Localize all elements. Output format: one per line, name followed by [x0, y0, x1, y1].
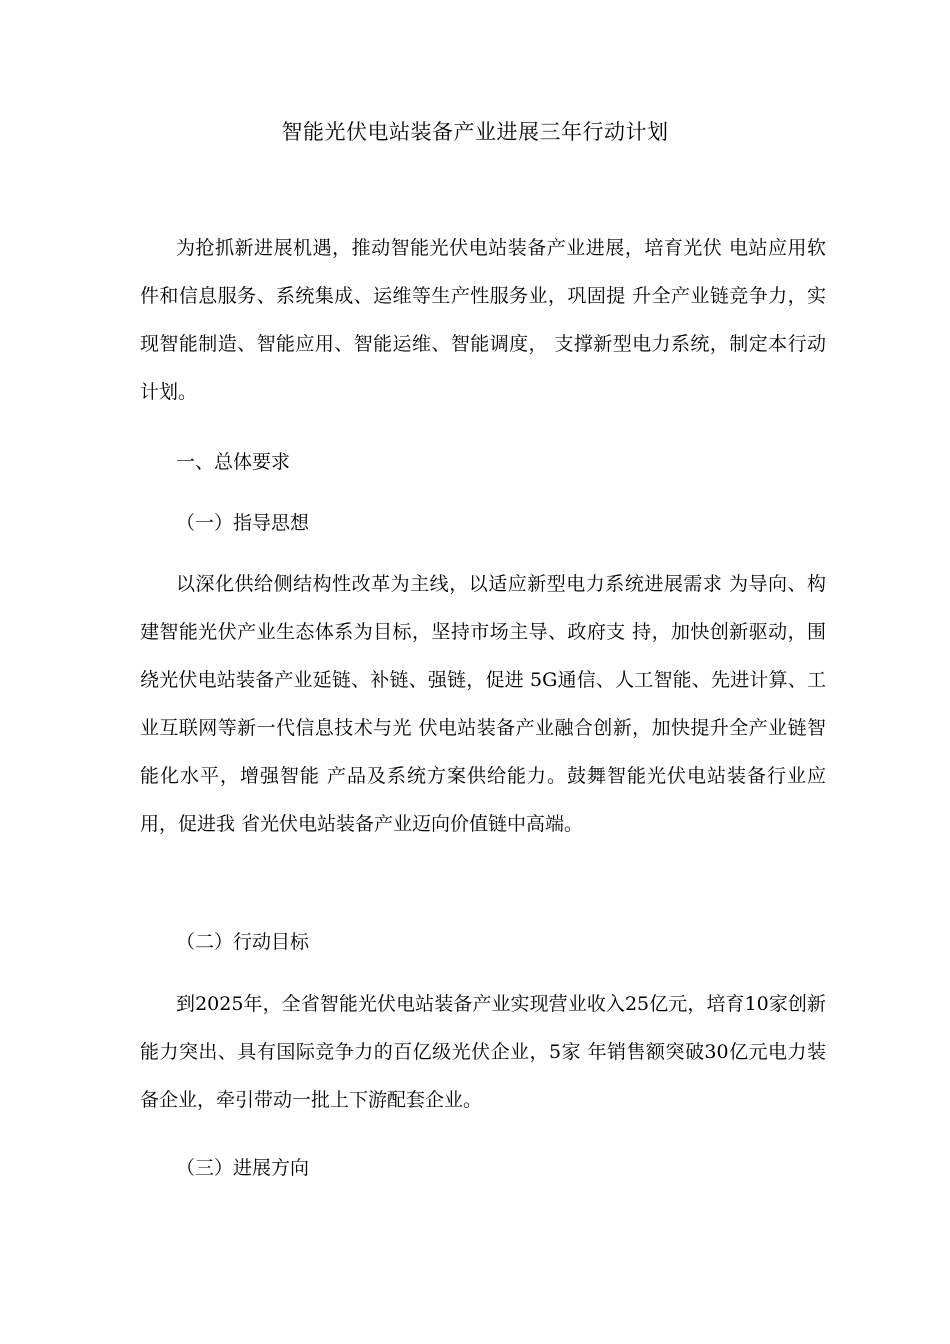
subsection-heading-guiding-ideology: （一）指导思想 — [176, 512, 310, 534]
document-title: 智能光伏电站装备产业进展三年行动计划 — [281, 120, 669, 144]
subsection-heading-action-goals: （二）行动目标 — [176, 931, 310, 953]
section-heading-general-requirements: 一、总体要求 — [176, 451, 291, 473]
action-goals-paragraph: 到2025年，全省智能光伏电站装备产业实现营业收入25亿元，培育10家创新能力突出、具有国际竞争力的百亿级光伏企业，5家 年销售额突破30亿元电力装备企业，牵引带动一批上下游配套企业。 — [140, 993, 826, 1111]
intro-paragraph: 为抢抓新进展机遇，推动智能光伏电站装备产业进展，培育光伏 电站应用软件和信息服务、系统集成、运维等生产性服务业，巩固提 升全产业链竞争力，实现智能制造、智能应用、智能运维、智能调度， 支撑新型电力系统，制定本行动计划。 — [140, 237, 826, 403]
subsection-heading-development-direction: （三）进展方向 — [176, 1157, 310, 1179]
guiding-ideology-paragraph: 以深化供给侧结构性改革为主线，以适应新型电力系统进展需求 为导向、构建智能光伏产业生态体系为目标，坚持市场主导、政府支 持，加快创新驱动，围绕光伏电站装备产业延链、补链、强链，促进 5G通信、人工智能、先进计算、工业互联网等新一代信息技术与光 伏电站装备产业融合创新，加快提升全产业链智能化水平，增强智能 产品及系统方案供给能力。鼓舞智能光伏电站装备行业应用，促进我 省光伏电站装备产业迈向价值链中高端。 — [140, 573, 826, 835]
